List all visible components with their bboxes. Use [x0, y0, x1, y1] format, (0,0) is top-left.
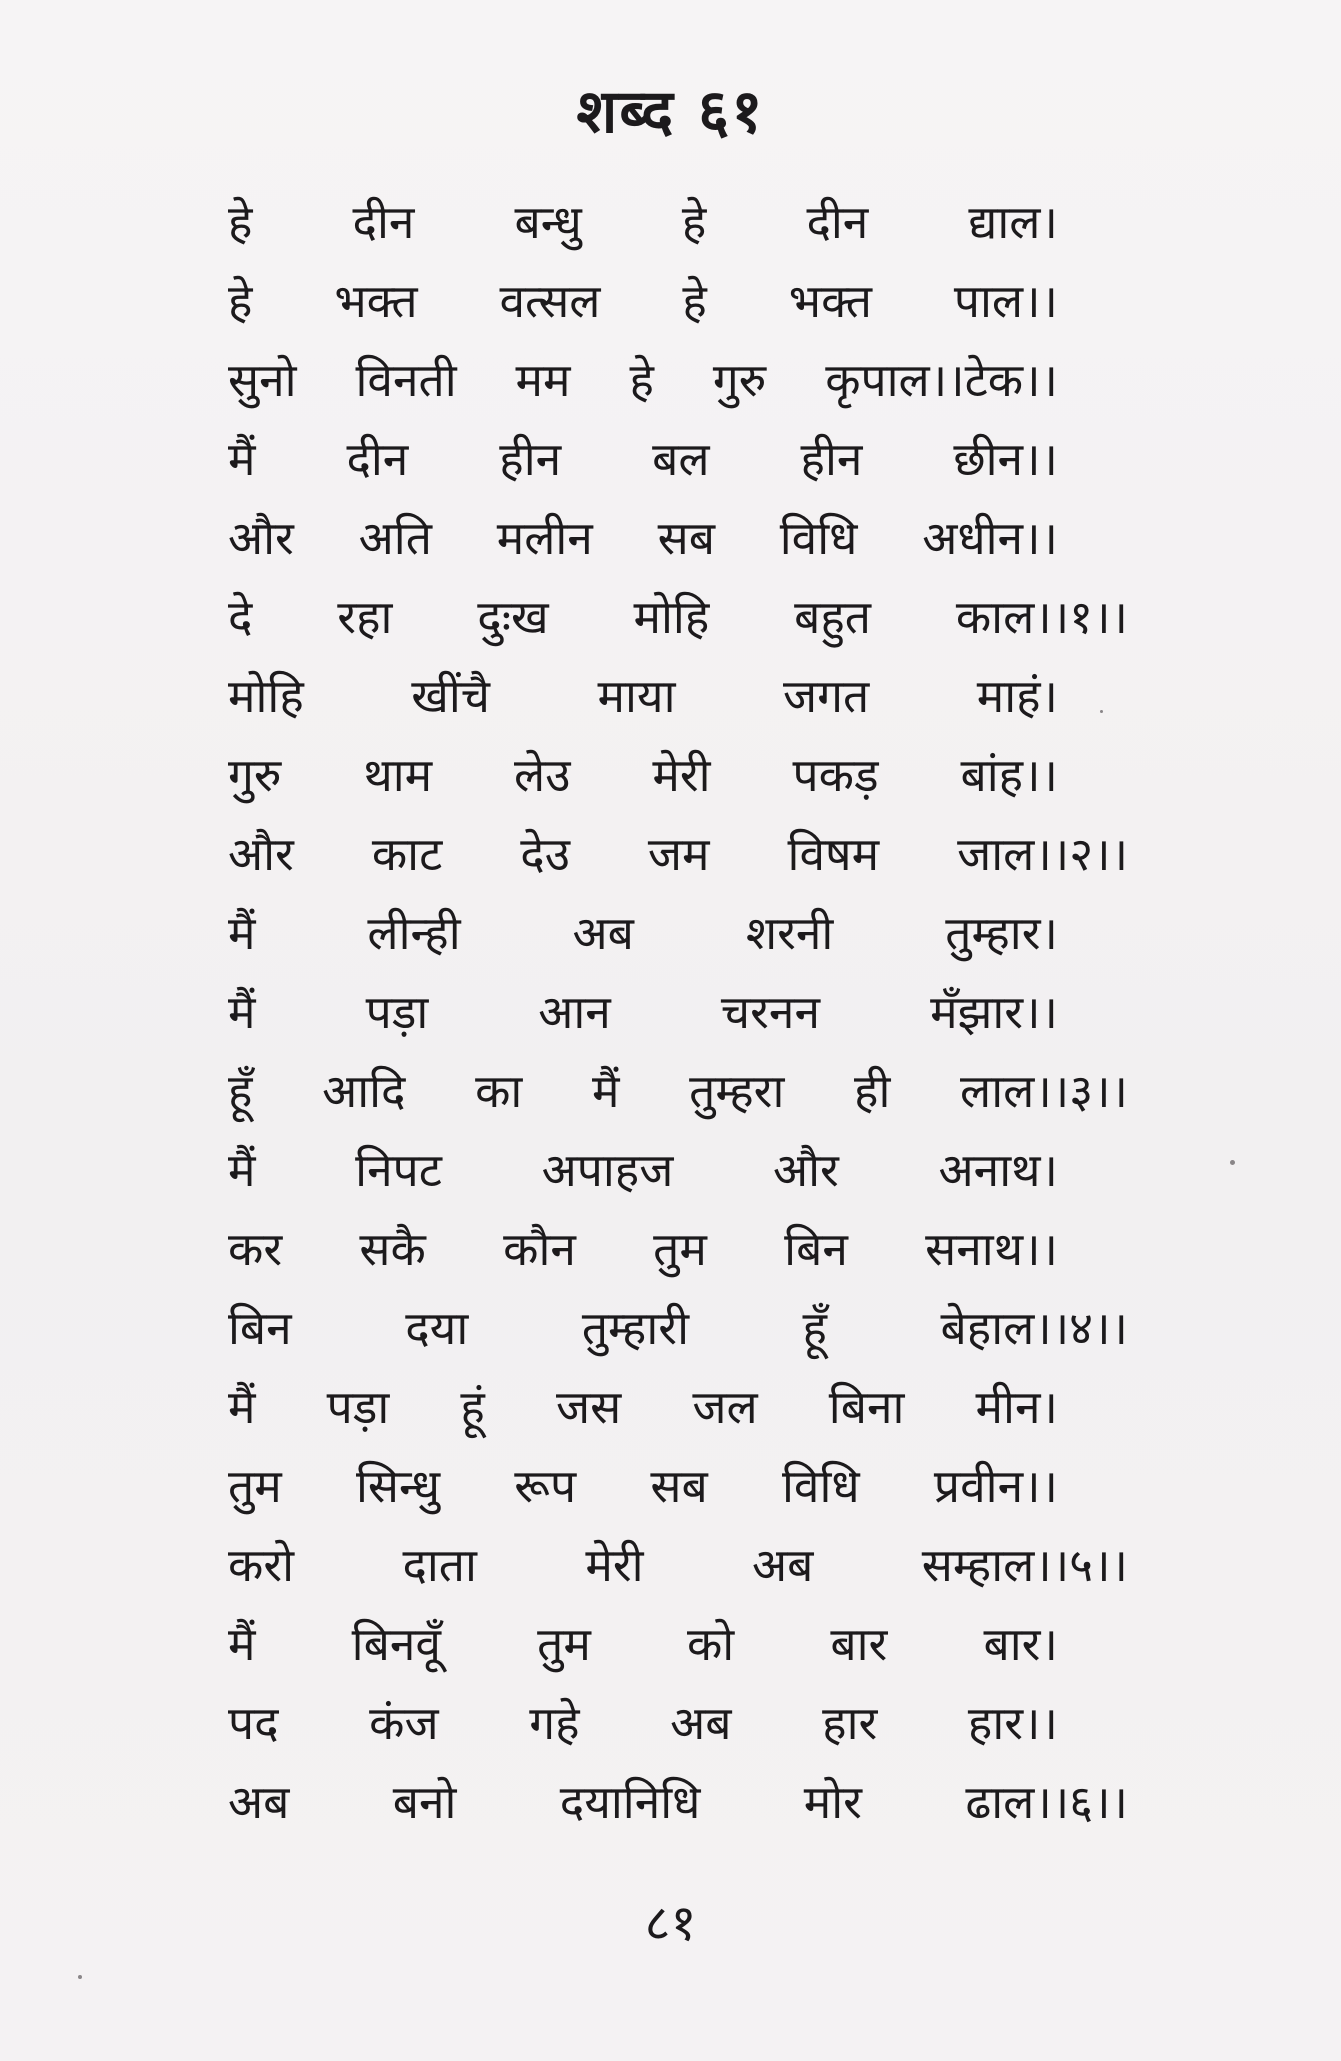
verse-word: मोहि — [633, 589, 710, 644]
verse-word: दीन — [346, 431, 409, 486]
verse-word: मँझार।। — [930, 984, 1058, 1039]
verse-word: हूँ — [228, 1063, 253, 1118]
verse-word: हूँ — [802, 1300, 827, 1355]
verse-word: तुम — [653, 1221, 707, 1276]
verse-word: दीन — [352, 194, 415, 249]
verse-word: विधि — [781, 1458, 860, 1513]
verse-line — [228, 1604, 1058, 1683]
verse-word: का — [475, 1063, 523, 1118]
verse-word: हे — [629, 352, 654, 407]
verse-line — [228, 1762, 1128, 1841]
verse-word: पद — [228, 1695, 279, 1750]
verse-word: दे — [228, 589, 253, 644]
verse-word: मैं — [228, 1616, 256, 1671]
verse-line — [228, 814, 1128, 893]
verse-word: तुम — [228, 1458, 282, 1513]
verse-word: आन — [538, 984, 611, 1039]
verse-word: अब — [751, 1537, 814, 1592]
verse-word: तुम्हारी — [581, 1300, 689, 1355]
verse-word: गहे — [529, 1695, 580, 1750]
verse-word: छीन।। — [953, 431, 1058, 486]
verse-word: लाल।।३।। — [960, 1063, 1128, 1118]
verse-word: पड़ा — [326, 1379, 390, 1434]
verse-word: पाल।। — [953, 273, 1058, 328]
verse-word: विषम — [787, 826, 880, 881]
verse-word: सब — [657, 510, 715, 565]
verse-word: बिनवूँ — [351, 1616, 441, 1671]
verse-word: खींचै — [411, 668, 490, 723]
verse-word: को — [686, 1616, 735, 1671]
verse-word: बन्धु — [514, 194, 582, 249]
verse-word: बिन — [784, 1221, 848, 1276]
print-speck — [1100, 710, 1103, 713]
verse-line — [228, 1525, 1128, 1604]
verse-word: दीन — [806, 194, 869, 249]
verse-word: बनो — [392, 1774, 457, 1829]
verse-word: और — [228, 826, 294, 881]
verse-word: सम्हाल।।५।। — [921, 1537, 1128, 1592]
verse-word: हे — [682, 273, 707, 328]
verse-word: लेउ — [514, 747, 571, 802]
verse-word: दयानिधि — [559, 1774, 701, 1829]
verse-line — [228, 735, 1058, 814]
verse-word: हूं — [460, 1379, 485, 1434]
verse-word: विधि — [779, 510, 858, 565]
verse-word: जस — [555, 1379, 622, 1434]
verse-word: सिन्धु — [355, 1458, 441, 1513]
verse-word: थाम — [363, 747, 433, 802]
verse-line — [228, 498, 1058, 577]
print-speck — [78, 1975, 82, 1979]
verse-word: लीन्ही — [367, 905, 461, 960]
verse-word: सब — [650, 1458, 708, 1513]
verse-word: मैं — [591, 1063, 620, 1118]
verse-word: सुनो — [228, 352, 297, 407]
verse-line — [228, 340, 1058, 419]
page-number: ८१ — [644, 1894, 697, 1952]
verse-word: जल — [692, 1379, 758, 1434]
verse-word: रहा — [337, 589, 393, 644]
verse-word: गुरु — [228, 747, 282, 802]
verse-word: माहं। — [976, 668, 1058, 723]
verse-word: पकड़ — [792, 747, 879, 802]
verse-word: अब — [572, 905, 634, 960]
verse-word: माया — [597, 668, 676, 723]
verse-word: बार। — [983, 1616, 1058, 1671]
verse-word: हार — [822, 1695, 878, 1750]
verse-word: आदि — [322, 1063, 406, 1118]
verse-word: कर — [228, 1221, 283, 1276]
verse-word: पड़ा — [365, 984, 429, 1039]
verse-word: मोहि — [228, 668, 304, 723]
page-title: शब्द ६१ — [576, 77, 765, 147]
verse-line — [228, 261, 1058, 340]
verse-word: अधीन।। — [922, 510, 1058, 565]
verse-word: जाल।।२।। — [957, 826, 1128, 881]
verse-word: कौन — [503, 1221, 576, 1276]
verse-line — [228, 1209, 1058, 1288]
verse-word: तुम्हार। — [945, 905, 1058, 960]
verse-word: तुम्हरा — [689, 1063, 785, 1118]
verse-line — [228, 893, 1058, 972]
verse-word: हीन — [800, 431, 863, 486]
verse-word: रूप — [514, 1458, 577, 1513]
verse-line — [228, 1367, 1058, 1446]
verse-line — [228, 972, 1058, 1051]
verse-word: दुःख — [477, 589, 549, 644]
verse-word: बिना — [828, 1379, 905, 1434]
verse-word: अति — [358, 510, 432, 565]
verse-word: भक्त — [788, 273, 872, 328]
verse-line — [228, 1051, 1128, 1130]
verse-word: हे — [228, 273, 253, 328]
verse-word: कंज — [369, 1695, 439, 1750]
verse-word: ही — [854, 1063, 891, 1118]
verse-word: बेहाल।।४।। — [940, 1300, 1128, 1355]
verse-word: मैं — [228, 1379, 256, 1434]
verse-line — [228, 1130, 1058, 1209]
verse-word: चरनन — [720, 984, 820, 1039]
verse-line — [228, 1446, 1058, 1525]
verse-word: मैं — [228, 984, 256, 1039]
verse-word: मेरी — [585, 1537, 644, 1592]
verse-line — [228, 1683, 1058, 1762]
verse-word: विनती — [355, 352, 457, 407]
verse-word: काट — [371, 826, 443, 881]
verse-line — [228, 656, 1058, 735]
verse-word: देउ — [520, 826, 570, 881]
verse-word: अपाहज — [541, 1142, 674, 1197]
verse-word: और — [228, 510, 294, 565]
verse-word: अब — [670, 1695, 732, 1750]
verse-word: हे — [681, 194, 707, 249]
verse-word: गुरु — [712, 352, 767, 407]
verse-word: द्याल। — [968, 194, 1058, 249]
verse-word: बल — [652, 431, 710, 486]
verse-word: जम — [647, 826, 710, 881]
verse-line — [228, 182, 1058, 261]
verse-word: मलीन — [496, 510, 593, 565]
verse-word: बार — [830, 1616, 888, 1671]
verse-line — [228, 419, 1058, 498]
verse-word: कृपाल।।टेक।। — [825, 352, 1058, 407]
verse-word: करो — [228, 1537, 295, 1592]
verse-word: काल।।१।। — [955, 589, 1128, 644]
verse-word: मैं — [228, 431, 256, 486]
verse-word: बिन — [228, 1300, 292, 1355]
verse-word: मेरी — [652, 747, 711, 802]
verse-word: मैं — [228, 1142, 256, 1197]
verse-word: शरनी — [745, 905, 834, 960]
verse-word: मम — [515, 352, 571, 407]
verse-block — [228, 182, 1138, 1841]
verse-word: ढाल।।६।। — [965, 1774, 1128, 1829]
verse-word: दाता — [402, 1537, 477, 1592]
verse-word: हे — [228, 194, 253, 249]
verse-line — [228, 1288, 1128, 1367]
verse-word: हार।। — [967, 1695, 1058, 1750]
verse-word: वत्सल — [499, 273, 601, 328]
verse-line — [228, 577, 1128, 656]
verse-word: मोर — [803, 1774, 862, 1829]
verse-word: दया — [405, 1300, 469, 1355]
verse-word: तुम — [537, 1616, 591, 1671]
verse-word: हीन — [499, 431, 562, 486]
verse-word: अनाथ। — [938, 1142, 1058, 1197]
verse-word: बांह।। — [960, 747, 1058, 802]
verse-word: सनाथ।। — [925, 1221, 1058, 1276]
verse-word: सकै — [359, 1221, 426, 1276]
verse-word: भक्त — [334, 273, 418, 328]
verse-word: बहुत — [794, 589, 872, 644]
verse-word: और — [773, 1142, 839, 1197]
print-speck — [1230, 1160, 1235, 1165]
verse-word: मैं — [228, 905, 256, 960]
verse-word: प्रवीन।। — [933, 1458, 1058, 1513]
verse-word: निपट — [355, 1142, 442, 1197]
verse-word: अब — [228, 1774, 290, 1829]
verse-word: मीन। — [975, 1379, 1058, 1434]
verse-word: जगत — [782, 668, 870, 723]
